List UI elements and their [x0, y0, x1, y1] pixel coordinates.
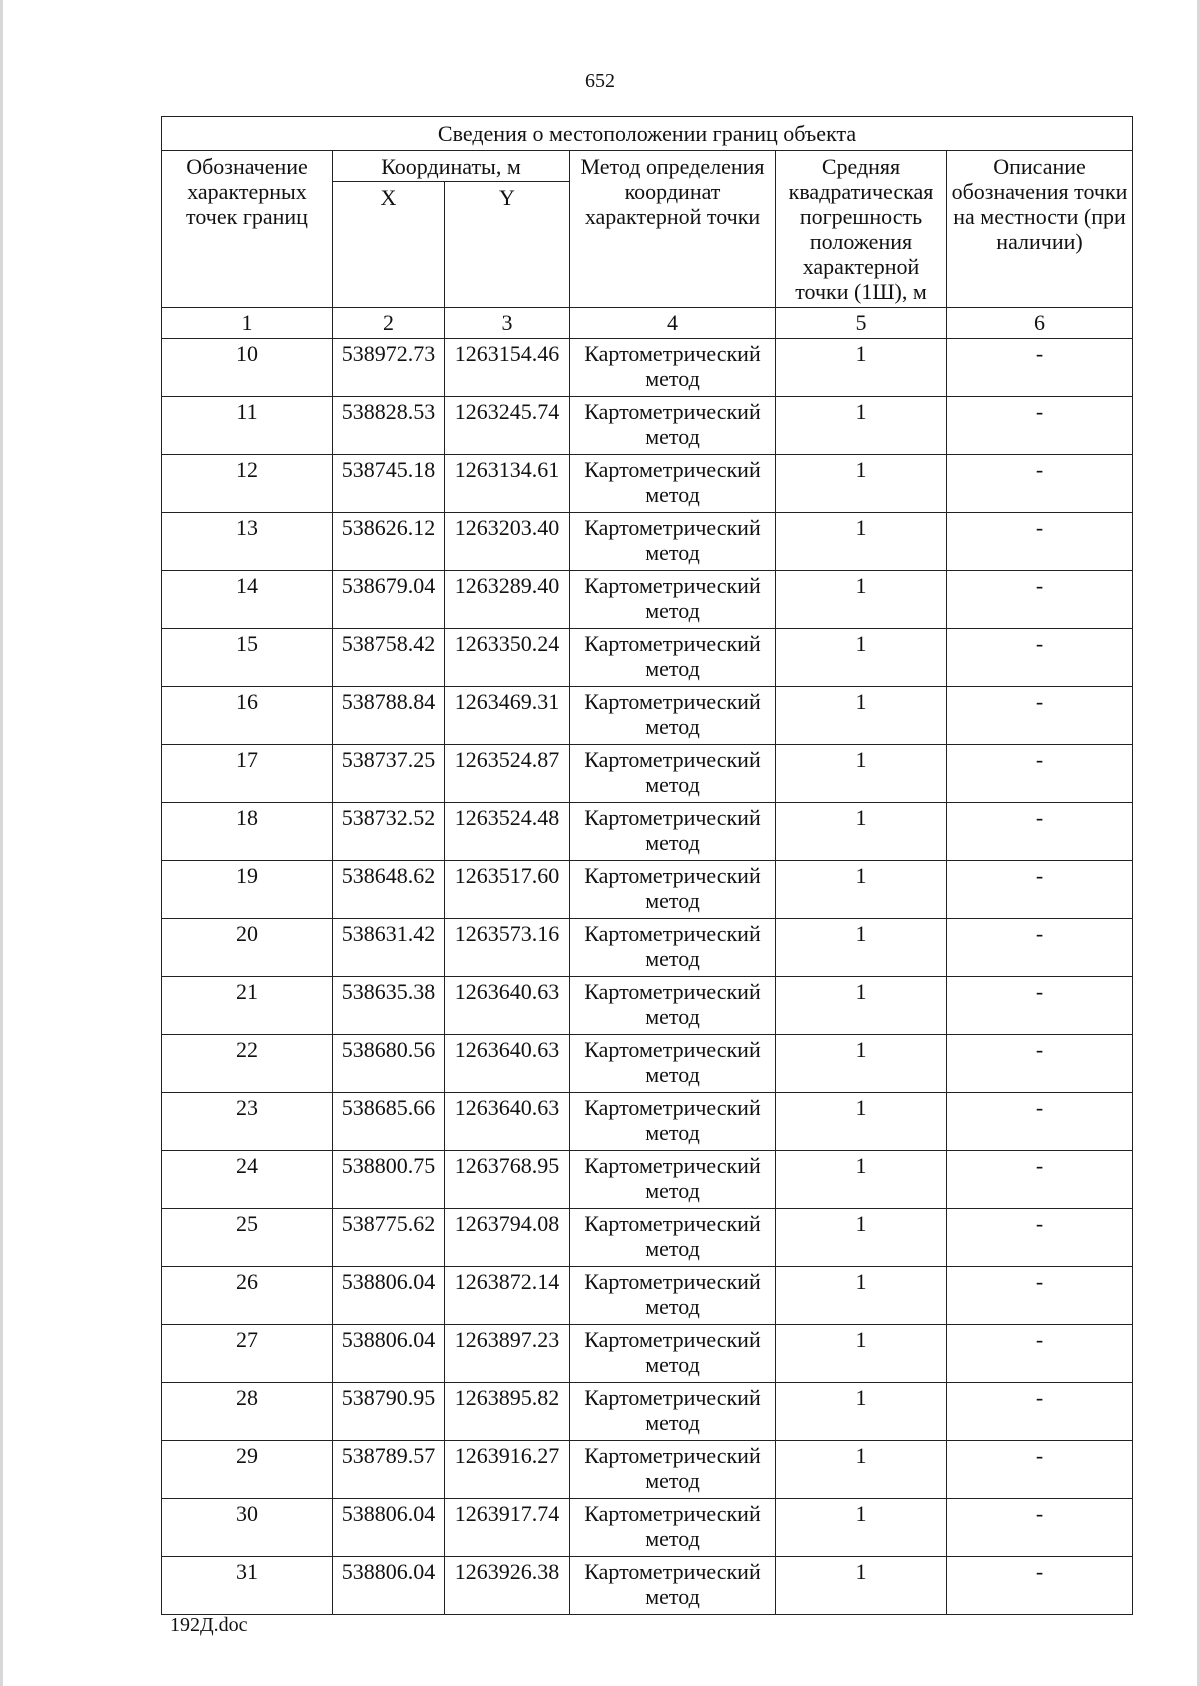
page-number: 652: [585, 70, 615, 92]
table-row: [162, 397, 1133, 455]
method-cell: Картометрический метод: [570, 1093, 776, 1151]
method-cell: Картометрический метод: [570, 803, 776, 861]
method-cell: Картометрический метод: [570, 1151, 776, 1209]
point-cell: 16: [162, 687, 333, 745]
error-cell: 1: [776, 803, 947, 861]
method-cell: Картометрический метод: [570, 629, 776, 687]
description-cell: -: [947, 745, 1133, 803]
y-coordinate-cell: 1263640.63: [445, 977, 570, 1035]
description-cell: -: [947, 513, 1133, 571]
header-row-1: [162, 151, 1133, 182]
point-cell: 21: [162, 977, 333, 1035]
method-cell: Картометрический метод: [570, 455, 776, 513]
point-cell: 17: [162, 745, 333, 803]
table-row: [162, 1151, 1133, 1209]
error-cell: 1: [776, 1093, 947, 1151]
point-cell: 14: [162, 571, 333, 629]
description-cell: -: [947, 1035, 1133, 1093]
x-coordinate-cell: 538972.73: [333, 339, 445, 397]
description-cell: -: [947, 977, 1133, 1035]
point-cell: 27: [162, 1325, 333, 1383]
table-row: [162, 1093, 1133, 1151]
x-coordinate-cell: 538788.84: [333, 687, 445, 745]
method-cell: Картометрический метод: [570, 861, 776, 919]
table-row: [162, 1325, 1133, 1383]
description-cell: -: [947, 1383, 1133, 1441]
error-cell: 1: [776, 1441, 947, 1499]
column-number: 1: [162, 308, 333, 339]
description-cell: -: [947, 919, 1133, 977]
table-row: [162, 687, 1133, 745]
footer-filename: 192Д.doc: [170, 1614, 248, 1636]
method-cell: Картометрический метод: [570, 1441, 776, 1499]
description-cell: -: [947, 571, 1133, 629]
method-cell: Картометрический метод: [570, 1035, 776, 1093]
description-cell: -: [947, 1325, 1133, 1383]
table-row: [162, 745, 1133, 803]
table-row: [162, 571, 1133, 629]
scan-left-edge: [0, 0, 3, 1686]
x-coordinate-cell: 538806.04: [333, 1325, 445, 1383]
method-cell: Картометрический метод: [570, 1499, 776, 1557]
y-coordinate-cell: 1263469.31: [445, 687, 570, 745]
column-number: 4: [570, 308, 776, 339]
point-cell: 24: [162, 1151, 333, 1209]
error-cell: 1: [776, 1499, 947, 1557]
column-number: 3: [445, 308, 570, 339]
y-coordinate-cell: 1263517.60: [445, 861, 570, 919]
x-coordinate-cell: 538775.62: [333, 1209, 445, 1267]
error-cell: 1: [776, 629, 947, 687]
description-cell: -: [947, 1441, 1133, 1499]
error-cell: 1: [776, 1325, 947, 1383]
column-number-row: [162, 308, 1133, 339]
description-cell: -: [947, 1209, 1133, 1267]
x-coordinate-cell: 538680.56: [333, 1035, 445, 1093]
y-coordinate-cell: 1263289.40: [445, 571, 570, 629]
y-coordinate-cell: 1263872.14: [445, 1267, 570, 1325]
point-cell: 18: [162, 803, 333, 861]
description-cell: -: [947, 687, 1133, 745]
point-cell: 28: [162, 1383, 333, 1441]
error-cell: 1: [776, 571, 947, 629]
error-cell: 1: [776, 455, 947, 513]
point-cell: 22: [162, 1035, 333, 1093]
header-description: Описание обозначения точки на местности (при наличии): [947, 151, 1133, 308]
error-cell: 1: [776, 1267, 947, 1325]
table-row: [162, 629, 1133, 687]
method-cell: Картометрический метод: [570, 397, 776, 455]
y-coordinate-cell: 1263917.74: [445, 1499, 570, 1557]
method-cell: Картометрический метод: [570, 1209, 776, 1267]
table-row: [162, 977, 1133, 1035]
table-body: [162, 339, 1133, 1615]
y-coordinate-cell: 1263640.63: [445, 1093, 570, 1151]
y-coordinate-cell: 1263134.61: [445, 455, 570, 513]
x-coordinate-cell: 538828.53: [333, 397, 445, 455]
error-cell: 1: [776, 397, 947, 455]
point-cell: 10: [162, 339, 333, 397]
table-row: [162, 1557, 1133, 1615]
column-number: 2: [333, 308, 445, 339]
point-cell: 15: [162, 629, 333, 687]
column-number: 5: [776, 308, 947, 339]
error-cell: 1: [776, 1383, 947, 1441]
x-coordinate-cell: 538685.66: [333, 1093, 445, 1151]
table-row: [162, 513, 1133, 571]
x-coordinate-cell: 538732.52: [333, 803, 445, 861]
x-coordinate-cell: 538635.38: [333, 977, 445, 1035]
error-cell: 1: [776, 339, 947, 397]
header-y: Y: [445, 182, 570, 308]
header-method: Метод определения координат характерной точки: [570, 151, 776, 308]
x-coordinate-cell: 538758.42: [333, 629, 445, 687]
x-coordinate-cell: 538800.75: [333, 1151, 445, 1209]
table-row: [162, 1499, 1133, 1557]
table-row: [162, 919, 1133, 977]
point-cell: 19: [162, 861, 333, 919]
header-x: X: [333, 182, 445, 308]
x-coordinate-cell: 538806.04: [333, 1557, 445, 1615]
table-row: [162, 803, 1133, 861]
description-cell: -: [947, 803, 1133, 861]
point-cell: 11: [162, 397, 333, 455]
description-cell: -: [947, 1557, 1133, 1615]
table-row: [162, 455, 1133, 513]
point-cell: 30: [162, 1499, 333, 1557]
table-row: [162, 861, 1133, 919]
x-coordinate-cell: 538790.95: [333, 1383, 445, 1441]
method-cell: Картометрический метод: [570, 745, 776, 803]
y-coordinate-cell: 1263916.27: [445, 1441, 570, 1499]
header-coordinates: Координаты, м: [333, 151, 570, 182]
x-coordinate-cell: 538806.04: [333, 1499, 445, 1557]
x-coordinate-cell: 538789.57: [333, 1441, 445, 1499]
error-cell: 1: [776, 1557, 947, 1615]
description-cell: -: [947, 1093, 1133, 1151]
table-row: [162, 1383, 1133, 1441]
boundary-coordinates-table: [161, 116, 1133, 1615]
error-cell: 1: [776, 1209, 947, 1267]
table-title: Сведения о местоположении границ объекта: [162, 117, 1133, 151]
y-coordinate-cell: 1263524.87: [445, 745, 570, 803]
method-cell: Картометрический метод: [570, 1557, 776, 1615]
error-cell: 1: [776, 919, 947, 977]
y-coordinate-cell: 1263245.74: [445, 397, 570, 455]
table-row: [162, 339, 1133, 397]
description-cell: -: [947, 1499, 1133, 1557]
x-coordinate-cell: 538648.62: [333, 861, 445, 919]
error-cell: 1: [776, 687, 947, 745]
error-cell: 1: [776, 977, 947, 1035]
header-point-designation: Обозначение характерных точек границ: [162, 151, 333, 308]
y-coordinate-cell: 1263768.95: [445, 1151, 570, 1209]
method-cell: Картометрический метод: [570, 513, 776, 571]
method-cell: Картометрический метод: [570, 1383, 776, 1441]
point-cell: 12: [162, 455, 333, 513]
table-row: [162, 1267, 1133, 1325]
point-cell: 20: [162, 919, 333, 977]
table-row: [162, 1209, 1133, 1267]
method-cell: Картометрический метод: [570, 977, 776, 1035]
y-coordinate-cell: 1263640.63: [445, 1035, 570, 1093]
y-coordinate-cell: 1263524.48: [445, 803, 570, 861]
point-cell: 26: [162, 1267, 333, 1325]
y-coordinate-cell: 1263895.82: [445, 1383, 570, 1441]
y-coordinate-cell: 1263794.08: [445, 1209, 570, 1267]
table-row: [162, 1441, 1133, 1499]
description-cell: -: [947, 861, 1133, 919]
x-coordinate-cell: 538745.18: [333, 455, 445, 513]
point-cell: 25: [162, 1209, 333, 1267]
y-coordinate-cell: 1263573.16: [445, 919, 570, 977]
method-cell: Картометрический метод: [570, 687, 776, 745]
y-coordinate-cell: 1263154.46: [445, 339, 570, 397]
error-cell: 1: [776, 1035, 947, 1093]
y-coordinate-cell: 1263350.24: [445, 629, 570, 687]
method-cell: Картометрический метод: [570, 1325, 776, 1383]
description-cell: -: [947, 455, 1133, 513]
y-coordinate-cell: 1263203.40: [445, 513, 570, 571]
error-cell: 1: [776, 1151, 947, 1209]
point-cell: 29: [162, 1441, 333, 1499]
description-cell: -: [947, 629, 1133, 687]
x-coordinate-cell: 538631.42: [333, 919, 445, 977]
header-error: Средняя квадратическая погрешность положения характерной точки (1Ш), м: [776, 151, 947, 308]
x-coordinate-cell: 538806.04: [333, 1267, 445, 1325]
point-cell: 23: [162, 1093, 333, 1151]
y-coordinate-cell: 1263897.23: [445, 1325, 570, 1383]
error-cell: 1: [776, 513, 947, 571]
description-cell: -: [947, 1151, 1133, 1209]
method-cell: Картометрический метод: [570, 919, 776, 977]
description-cell: -: [947, 1267, 1133, 1325]
x-coordinate-cell: 538626.12: [333, 513, 445, 571]
method-cell: Картометрический метод: [570, 1267, 776, 1325]
error-cell: 1: [776, 861, 947, 919]
description-cell: -: [947, 397, 1133, 455]
point-cell: 31: [162, 1557, 333, 1615]
point-cell: 13: [162, 513, 333, 571]
error-cell: 1: [776, 745, 947, 803]
y-coordinate-cell: 1263926.38: [445, 1557, 570, 1615]
table-title-row: [162, 117, 1133, 151]
description-cell: -: [947, 339, 1133, 397]
x-coordinate-cell: 538737.25: [333, 745, 445, 803]
method-cell: Картометрический метод: [570, 339, 776, 397]
x-coordinate-cell: 538679.04: [333, 571, 445, 629]
method-cell: Картометрический метод: [570, 571, 776, 629]
table-row: [162, 1035, 1133, 1093]
column-number: 6: [947, 308, 1133, 339]
